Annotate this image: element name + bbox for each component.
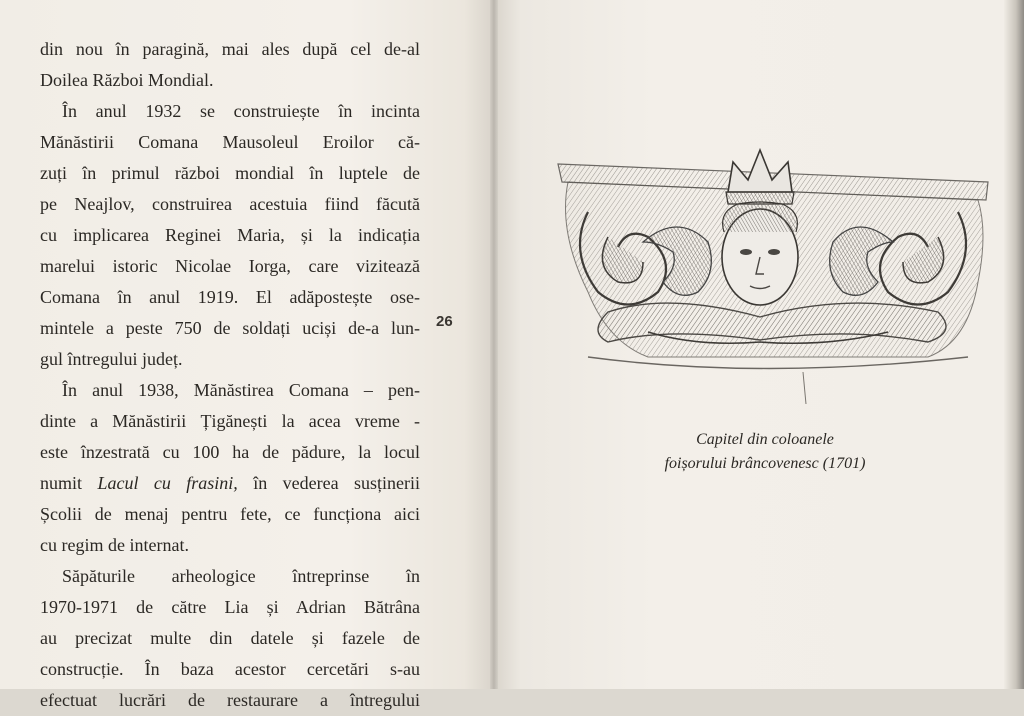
text-line: Școlii de menaj pentru fete, ce funcționa aici [40,504,420,524]
text-line: construcție. În baza acestor cercetări s-au [40,659,420,679]
text-line: marelui istoric Nicolae Iorga, care vizitează [40,256,420,276]
text-line: gul întregului județ. [40,349,183,369]
text-line: zuți în primul război mondial în luptele de [40,163,420,183]
text-line: În anul 1938, Mănăstirea Comana – pen- [62,380,420,400]
page-number: 26 [436,313,453,330]
text-line: Săpăturile arheologice întreprinse în [62,566,420,586]
left-page [0,0,494,710]
text-line: dinte a Mănăstirii Țigănești la acea vreme - [40,411,420,431]
caption-line: foișorului brâncovenesc (1701) [664,455,866,472]
text-line: Mănăstirii Comana Mausoleul Eroilor că- [40,132,420,152]
text-line: este înzestrată cu 100 ha de pădure, la locul [40,442,420,462]
text-line: În anul 1932 se construiește în incinta [62,101,420,121]
text-line: efectuat lucrări de restaurare a întregului [40,690,420,710]
text-line-mixed [40,468,420,499]
text-line: pe Neajlov, construirea acestuia fiind făcută [40,194,420,214]
text-fragment: în vederea susținerii [237,473,420,493]
text-line: cu regim de internat. [40,535,189,555]
text-line: au precizat multe din datele și fazele de [40,628,420,648]
text-line: cu implicarea Reginei Maria, și la indicația [40,225,420,245]
text-fragment: numit [40,473,98,493]
book-gutter [490,0,498,689]
caption-line: Capitel din coloanele [696,431,834,448]
text-line: din nou în paragină, mai ales după cel de-al [40,39,420,59]
illustration-caption [600,428,930,476]
text-line: 1970-1971 de către Lia și Adrian Bătrâna [40,597,420,617]
italic-place-name: Lacul cu frasini, [97,473,238,493]
text-line: mintele a peste 750 de soldați uciși de-a lun- [40,318,420,338]
capital-drawing [548,142,998,412]
body-text [40,34,420,716]
page-edge [1004,0,1024,689]
capital-sketch-illustration [548,142,998,412]
text-line: Comana în anul 1919. El adăpostește ose- [40,287,420,307]
text-line: Doilea Război Mondial. [40,70,214,90]
